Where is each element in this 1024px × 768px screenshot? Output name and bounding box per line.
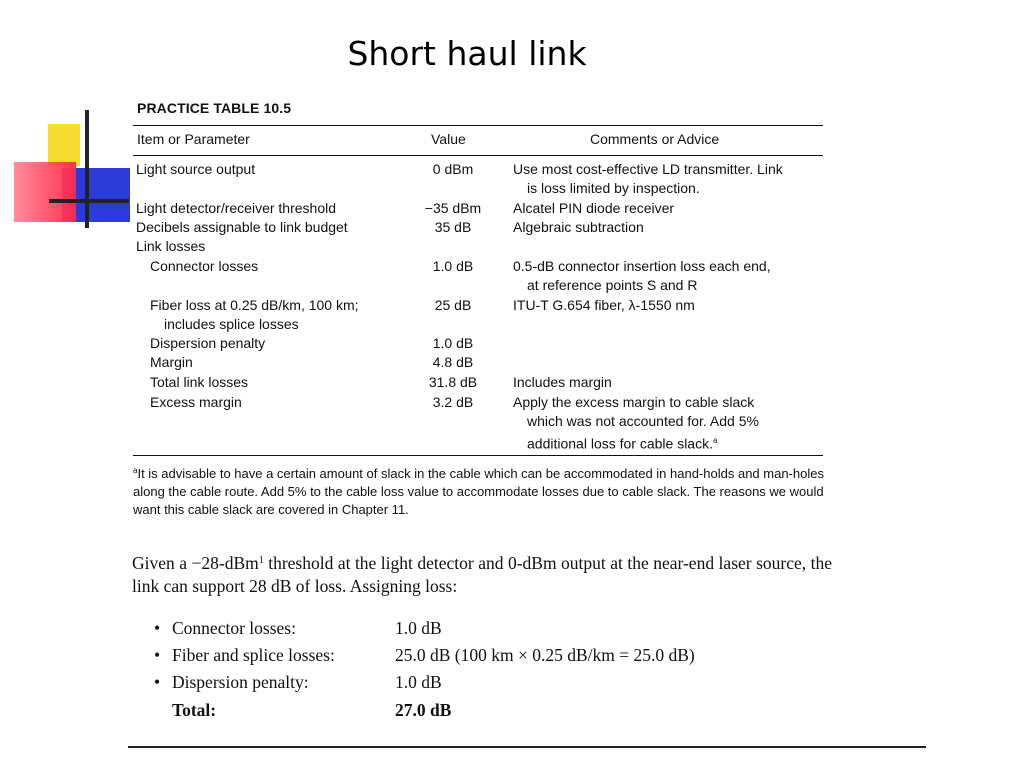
intro-footnote-ref: 1 <box>258 555 264 566</box>
row-comment-line: Apply the excess margin to cable slack <box>513 394 755 410</box>
row-comment <box>513 160 823 198</box>
table-header-rule <box>133 155 823 156</box>
row-comment: Includes margin <box>513 374 612 390</box>
row-comment-continuation: is loss limited by inspection. <box>527 180 700 196</box>
row-value: 35 dB <box>434 219 472 235</box>
row-value: 3.2 dB <box>432 394 474 410</box>
row-value: −35 dBm <box>424 200 482 216</box>
total-label: Total: <box>172 700 217 720</box>
bullet-icon: • <box>154 672 161 692</box>
table-footnote <box>133 462 828 519</box>
bottom-rule <box>128 746 926 748</box>
table-heading: PRACTICE TABLE 10.5 <box>137 100 292 116</box>
row-item: Total link losses <box>150 374 249 390</box>
intro-text-end: threshold at the light detector and 0-dBm output at the near-end laser source, the link can support 28 dB of loss. Assigning loss: <box>132 553 832 596</box>
row-item-continuation: includes splice losses <box>164 316 299 332</box>
loss-label: Connector losses: <box>172 618 296 638</box>
loss-value: 25.0 dB (100 km × 0.25 dB/km = 25.0 dB) <box>395 645 695 665</box>
row-value: 0 dBm <box>432 161 474 177</box>
row-item: Link losses <box>136 238 206 254</box>
row-item: Light detector/receiver threshold <box>136 200 336 216</box>
intro-text-start: Given a −28-dBm <box>132 553 259 573</box>
logo-yellow-square <box>48 124 80 166</box>
logo-vertical-line <box>85 110 89 228</box>
row-item: Connector losses <box>150 258 259 274</box>
row-value: 1.0 dB <box>432 335 474 351</box>
loss-label: Dispersion penalty: <box>172 672 309 692</box>
logo-red-square <box>14 162 76 222</box>
total-value: 27.0 dB <box>395 700 452 720</box>
row-item: Decibels assignable to link budget <box>136 219 348 235</box>
footnote-marker: a <box>713 436 718 445</box>
row-value: 1.0 dB <box>432 258 474 274</box>
row-comment-continuation: which was not accounted for. Add 5% <box>527 413 759 429</box>
column-header-comment: Comments or Advice <box>590 131 720 147</box>
column-header-item: Item or Parameter <box>137 131 250 147</box>
column-header-value: Value <box>431 131 466 147</box>
footnote-marker: a <box>133 466 138 475</box>
row-value: 25 dB <box>434 297 472 313</box>
table-bottom-rule <box>133 455 823 456</box>
row-comment-line: 0.5-dB connector insertion loss each end, <box>513 258 771 274</box>
loss-value: 1.0 dB <box>395 672 442 692</box>
loss-value: 1.0 dB <box>395 618 442 638</box>
row-comment: ITU-T G.654 fiber, λ-1550 nm <box>513 297 695 313</box>
row-value: 31.8 dB <box>428 374 478 390</box>
bullet-icon: • <box>154 618 161 638</box>
intro-paragraph <box>132 549 832 598</box>
bullet-icon: • <box>154 645 161 665</box>
table-top-rule <box>133 125 823 126</box>
row-comment-continuation: at reference points S and R <box>527 277 698 293</box>
row-item <box>150 296 414 334</box>
row-comment: Algebraic subtraction <box>513 219 644 235</box>
row-item: Margin <box>150 354 193 370</box>
row-comment: Alcatel PIN diode receiver <box>513 200 675 216</box>
footnote-text: It is advisable to have a certain amount of slack in the cable which can be accommodated in hand-holds and man-holes along the cable route. Add 5% to the cable loss value to accommodate losses due to cable slack. The reasons we would want this cable slack are covered in Chapter 11. <box>133 466 824 517</box>
row-comment-continuation-text: additional loss for cable slack. <box>527 435 713 452</box>
loss-label: Fiber and splice losses: <box>172 645 335 665</box>
row-comment <box>513 257 823 295</box>
row-item-line: Fiber loss at 0.25 dB/km, 100 km; <box>150 297 359 313</box>
row-comment-line: Use most cost-effective LD transmitter. Link <box>513 161 783 177</box>
logo-horizontal-line <box>49 199 129 203</box>
row-item: Light source output <box>136 161 256 177</box>
row-value: 4.8 dB <box>432 354 474 370</box>
slide-title: Short haul link <box>347 34 587 73</box>
row-item: Dispersion penalty <box>150 335 266 351</box>
row-comment-continuation <box>513 431 823 454</box>
row-item: Excess margin <box>150 394 242 410</box>
row-comment <box>513 393 823 454</box>
